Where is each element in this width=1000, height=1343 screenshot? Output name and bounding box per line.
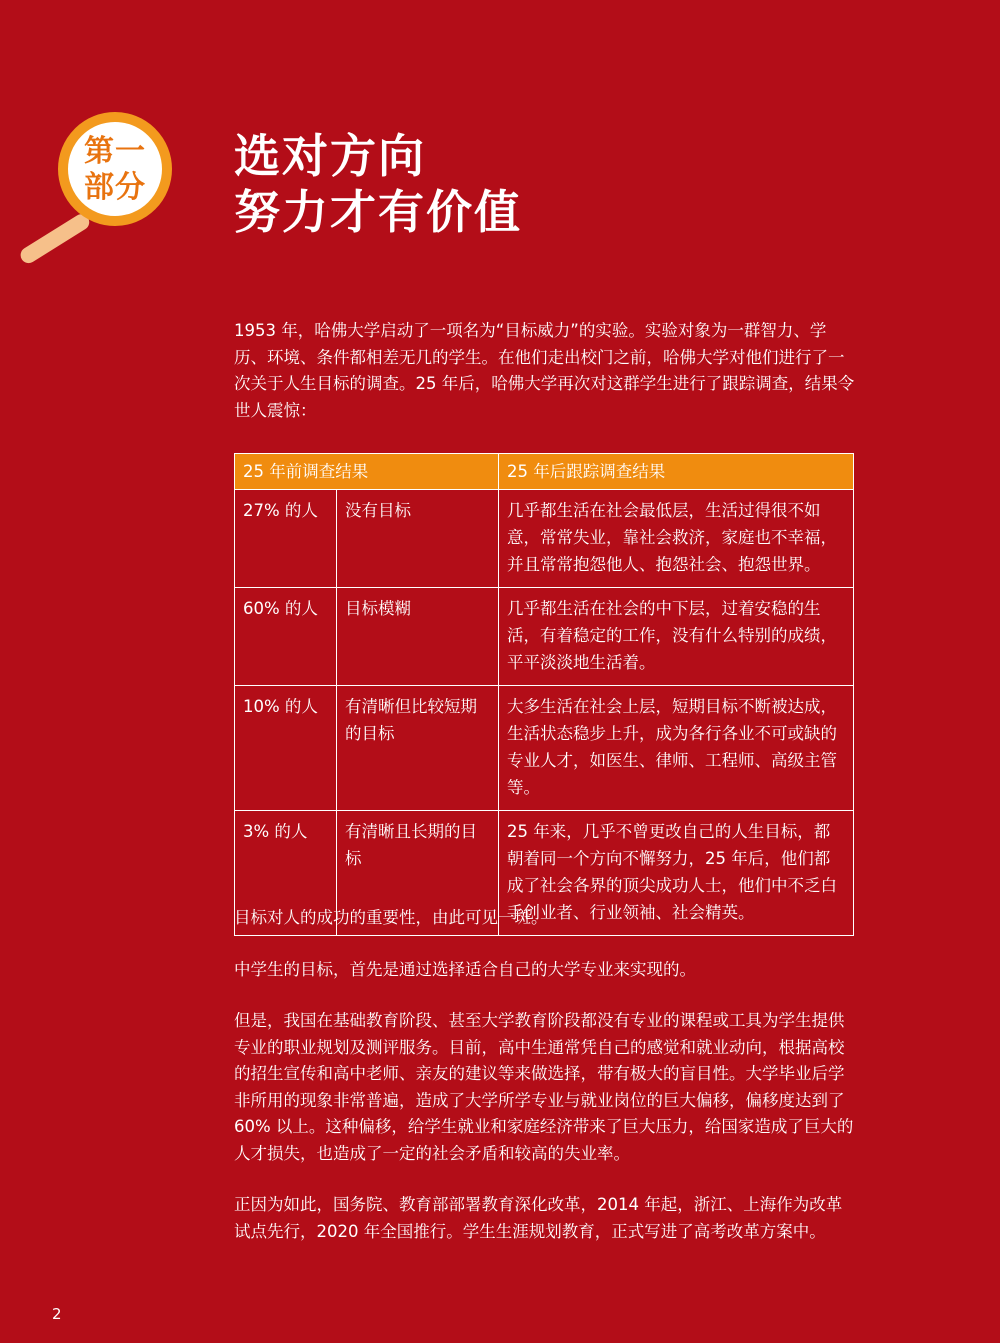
- row-goal: 没有目标: [337, 490, 499, 588]
- row-goal: 目标模糊: [337, 588, 499, 686]
- magnifier-handle-icon: [18, 211, 93, 266]
- table-row: [235, 490, 854, 588]
- page-number: 2: [52, 1305, 62, 1323]
- row-result: 大多生活在社会上层，短期目标不断被达成，生活状态稳步上升，成为各行各业不可或缺的专业人才，如医生、律师、工程师、高级主管等。: [499, 686, 854, 811]
- reform-paragraph: 正因为如此，国务院、教育部部署教育深化改革，2014 年起，浙江、上海作为改革试点先行，2020 年全国推行。学生生涯规划教育，正式写进了高考改革方案中。: [234, 1195, 843, 1241]
- row-percent: 10% 的人: [235, 686, 337, 811]
- conclusion-paragraph: 目标对人的成功的重要性，由此可见一斑。: [234, 908, 548, 927]
- table-header-row: [235, 454, 854, 490]
- intro-paragraph: 1953 年，哈佛大学启动了一项名为“目标威力”的实验。实验对象为一群智力、学历、环境、条件都相差无几的学生。在他们走出校门之前，哈佛大学对他们进行了一次关于人生目标的调查。25 年后，哈佛大学再次对这群学生进行了跟踪调查，结果令世人震惊：: [234, 321, 855, 420]
- table-row: [235, 588, 854, 686]
- table-row: [235, 686, 854, 811]
- row-result: 几乎都生活在社会最低层，生活过得很不如意，常常失业，靠社会救济，家庭也不幸福，并且常常抱怨他人、抱怨社会、抱怨世界。: [499, 490, 854, 588]
- section-badge: [10, 110, 200, 250]
- problem-paragraph: 但是，我国在基础教育阶段、甚至大学教育阶段都没有专业的课程或工具为学生提供专业的职业规划及测评服务。目前，高中生通常凭自己的感觉和就业动向，根据高校的招生宣传和高中老师、亲友的建议等来做选择，带有极大的盲目性。大学毕业后学非所用的现象非常普遍，造成了大学所学专业与就业岗位的巨大偏移，偏移度达到了 60% 以上。这种偏移，给学生就业和家庭经济带来了巨大压力，给国家造成了巨大的人才损失，也造成了一定的社会矛盾和较高的失业率。: [234, 1011, 854, 1163]
- table-header-before: 25 年前调查结果: [235, 454, 499, 490]
- section-label-line1: 第一: [84, 134, 146, 169]
- row-goal: 有清晰且长期的目标: [337, 811, 499, 936]
- row-percent: 3% 的人: [235, 811, 337, 936]
- row-result: 几乎都生活在社会的中下层，过着安稳的生活，有着稳定的工作，没有什么特别的成绩，平平淡淡地生活着。: [499, 588, 854, 686]
- section-label-line2: 部分: [84, 170, 146, 205]
- page-title: [234, 128, 522, 240]
- row-result: 25 年来，几乎不曾更改自己的人生目标，都朝着同一个方向不懈努力，25 年后，他们都成了社会各界的顶尖成功人士，他们中不乏白手创业者、行业领袖、社会精英。: [499, 811, 854, 936]
- student-goal-paragraph: 中学生的目标，首先是通过选择适合自己的大学专业来实现的。: [234, 960, 696, 979]
- page-title-line2: 努力才有价值: [234, 185, 522, 239]
- row-goal: 有清晰但比较短期的目标: [337, 686, 499, 811]
- section-label: [68, 134, 162, 206]
- row-percent: 60% 的人: [235, 588, 337, 686]
- page-title-line1: 选对方向: [234, 129, 426, 183]
- table-header-after: 25 年后跟踪调查结果: [499, 454, 854, 490]
- row-percent: 27% 的人: [235, 490, 337, 588]
- survey-table: [234, 453, 854, 936]
